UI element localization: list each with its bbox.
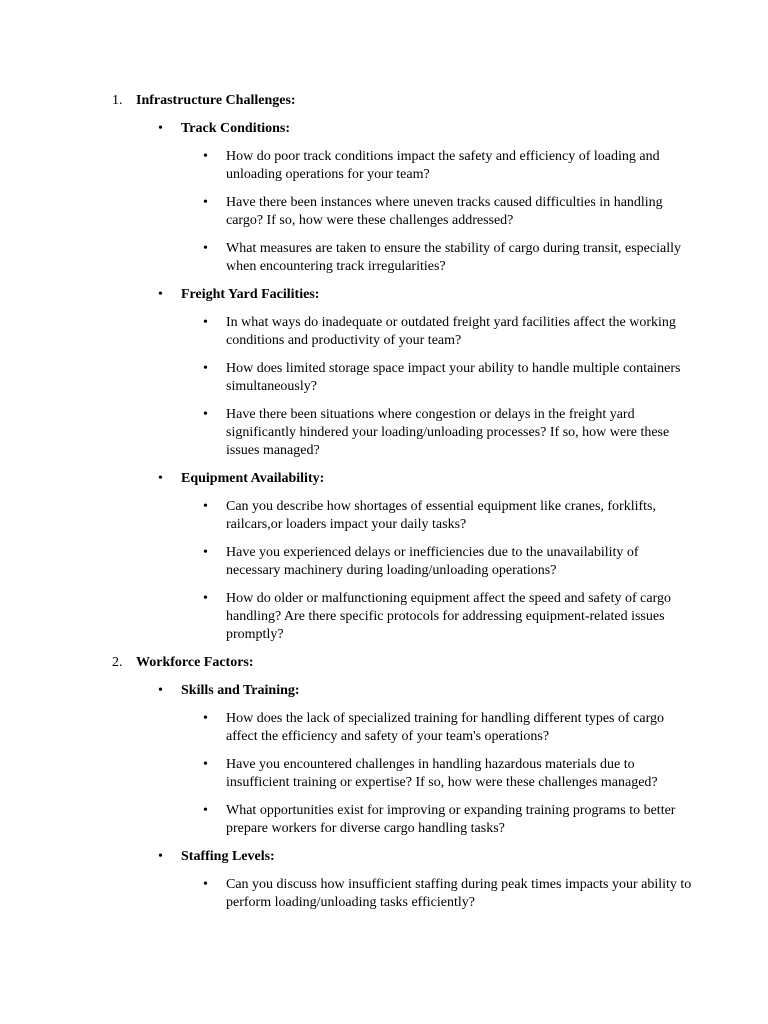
question-item <box>202 544 692 580</box>
bullet-icon: • <box>203 877 208 892</box>
question-item <box>202 148 692 184</box>
bullet-icon: • <box>203 803 208 818</box>
question-outline <box>112 92 692 922</box>
question-item <box>202 756 692 792</box>
bullet-icon: • <box>203 149 208 164</box>
topic-block <box>157 682 692 838</box>
question-item <box>202 876 692 912</box>
topic-heading <box>157 848 692 866</box>
question-text: Have you encountered challenges in handling hazardous materials due to insufficient training or expertise? If so, how were these challenges managed? <box>226 757 658 790</box>
section-number: 2. <box>112 655 123 670</box>
question-list <box>202 148 692 276</box>
question-text: How do poor track conditions impact the safety and efficiency of loading and unloading operations for your team? <box>226 149 660 182</box>
question-item <box>202 240 692 276</box>
question-list <box>202 314 692 460</box>
topic-title: Skills and Training: <box>181 683 300 698</box>
topic-heading <box>157 682 692 700</box>
section-title: Workforce Factors: <box>136 655 254 670</box>
question-text: How does limited storage space impact your ability to handle multiple containers simultaneously? <box>226 361 681 394</box>
bullet-icon: • <box>158 287 163 302</box>
section-heading <box>112 92 692 110</box>
question-item <box>202 194 692 230</box>
question-item <box>202 802 692 838</box>
topic-title: Equipment Availability: <box>181 471 325 486</box>
bullet-icon: • <box>203 757 208 772</box>
question-list <box>202 710 692 838</box>
question-list <box>202 498 692 644</box>
question-text: Have there been situations where congestion or delays in the freight yard significantly hindered your loading/unloading processes? If so, how were these issues managed? <box>226 407 670 458</box>
question-text: What opportunities exist for improving or expanding training programs to better prepare workers for diverse cargo handling tasks? <box>226 803 676 836</box>
topic-block <box>157 848 692 912</box>
bullet-icon: • <box>158 683 163 698</box>
question-text: What measures are taken to ensure the stability of cargo during transit, especially when encountering track irregularities? <box>226 241 681 274</box>
bullet-icon: • <box>203 241 208 256</box>
outline-section <box>112 92 692 644</box>
question-item <box>202 314 692 350</box>
topic-title: Freight Yard Facilities: <box>181 287 320 302</box>
question-item <box>202 360 692 396</box>
topic-title: Staffing Levels: <box>181 849 275 864</box>
question-item <box>202 406 692 460</box>
question-text: How does the lack of specialized training for handling different types of cargo affect the efficiency and safety of your team's operations? <box>226 711 665 744</box>
topic-block <box>157 120 692 276</box>
bullet-icon: • <box>158 849 163 864</box>
bullet-icon: • <box>203 545 208 560</box>
topic-title: Track Conditions: <box>181 121 291 136</box>
question-list <box>202 876 692 912</box>
topic-heading <box>157 470 692 488</box>
topic-heading <box>157 120 692 138</box>
question-item <box>202 498 692 534</box>
section-title: Infrastructure Challenges: <box>136 93 296 108</box>
question-text: Can you discuss how insufficient staffing during peak times impacts your ability to perform loading/unloading tasks efficiently? <box>226 877 692 910</box>
bullet-icon: • <box>203 407 208 422</box>
question-text: Have you experienced delays or inefficiencies due to the unavailability of necessary machinery during loading/unloading operations? <box>226 545 639 578</box>
question-text: In what ways do inadequate or outdated freight yard facilities affect the working conditions and productivity of your team? <box>226 315 676 348</box>
topic-heading <box>157 286 692 304</box>
topic-block <box>157 470 692 644</box>
bullet-icon: • <box>158 471 163 486</box>
section-heading <box>112 654 692 672</box>
question-item <box>202 710 692 746</box>
bullet-icon: • <box>203 711 208 726</box>
question-item <box>202 590 692 644</box>
bullet-icon: • <box>158 121 163 136</box>
topic-block <box>157 286 692 460</box>
bullet-icon: • <box>203 361 208 376</box>
bullet-icon: • <box>203 195 208 210</box>
question-text: Have there been instances where uneven tracks caused difficulties in handling cargo? If so, how were these challenges addressed? <box>226 195 663 228</box>
question-text: Can you describe how shortages of essential equipment like cranes, forklifts, railcars,or loaders impact your daily tasks? <box>226 499 656 532</box>
section-number: 1. <box>112 93 123 108</box>
bullet-icon: • <box>203 315 208 330</box>
bullet-icon: • <box>203 591 208 606</box>
question-text: How do older or malfunctioning equipment affect the speed and safety of cargo handling? Are there specific protocols for addressing equipment-related issues promptly? <box>226 591 672 642</box>
bullet-icon: • <box>203 499 208 514</box>
outline-section <box>112 654 692 912</box>
